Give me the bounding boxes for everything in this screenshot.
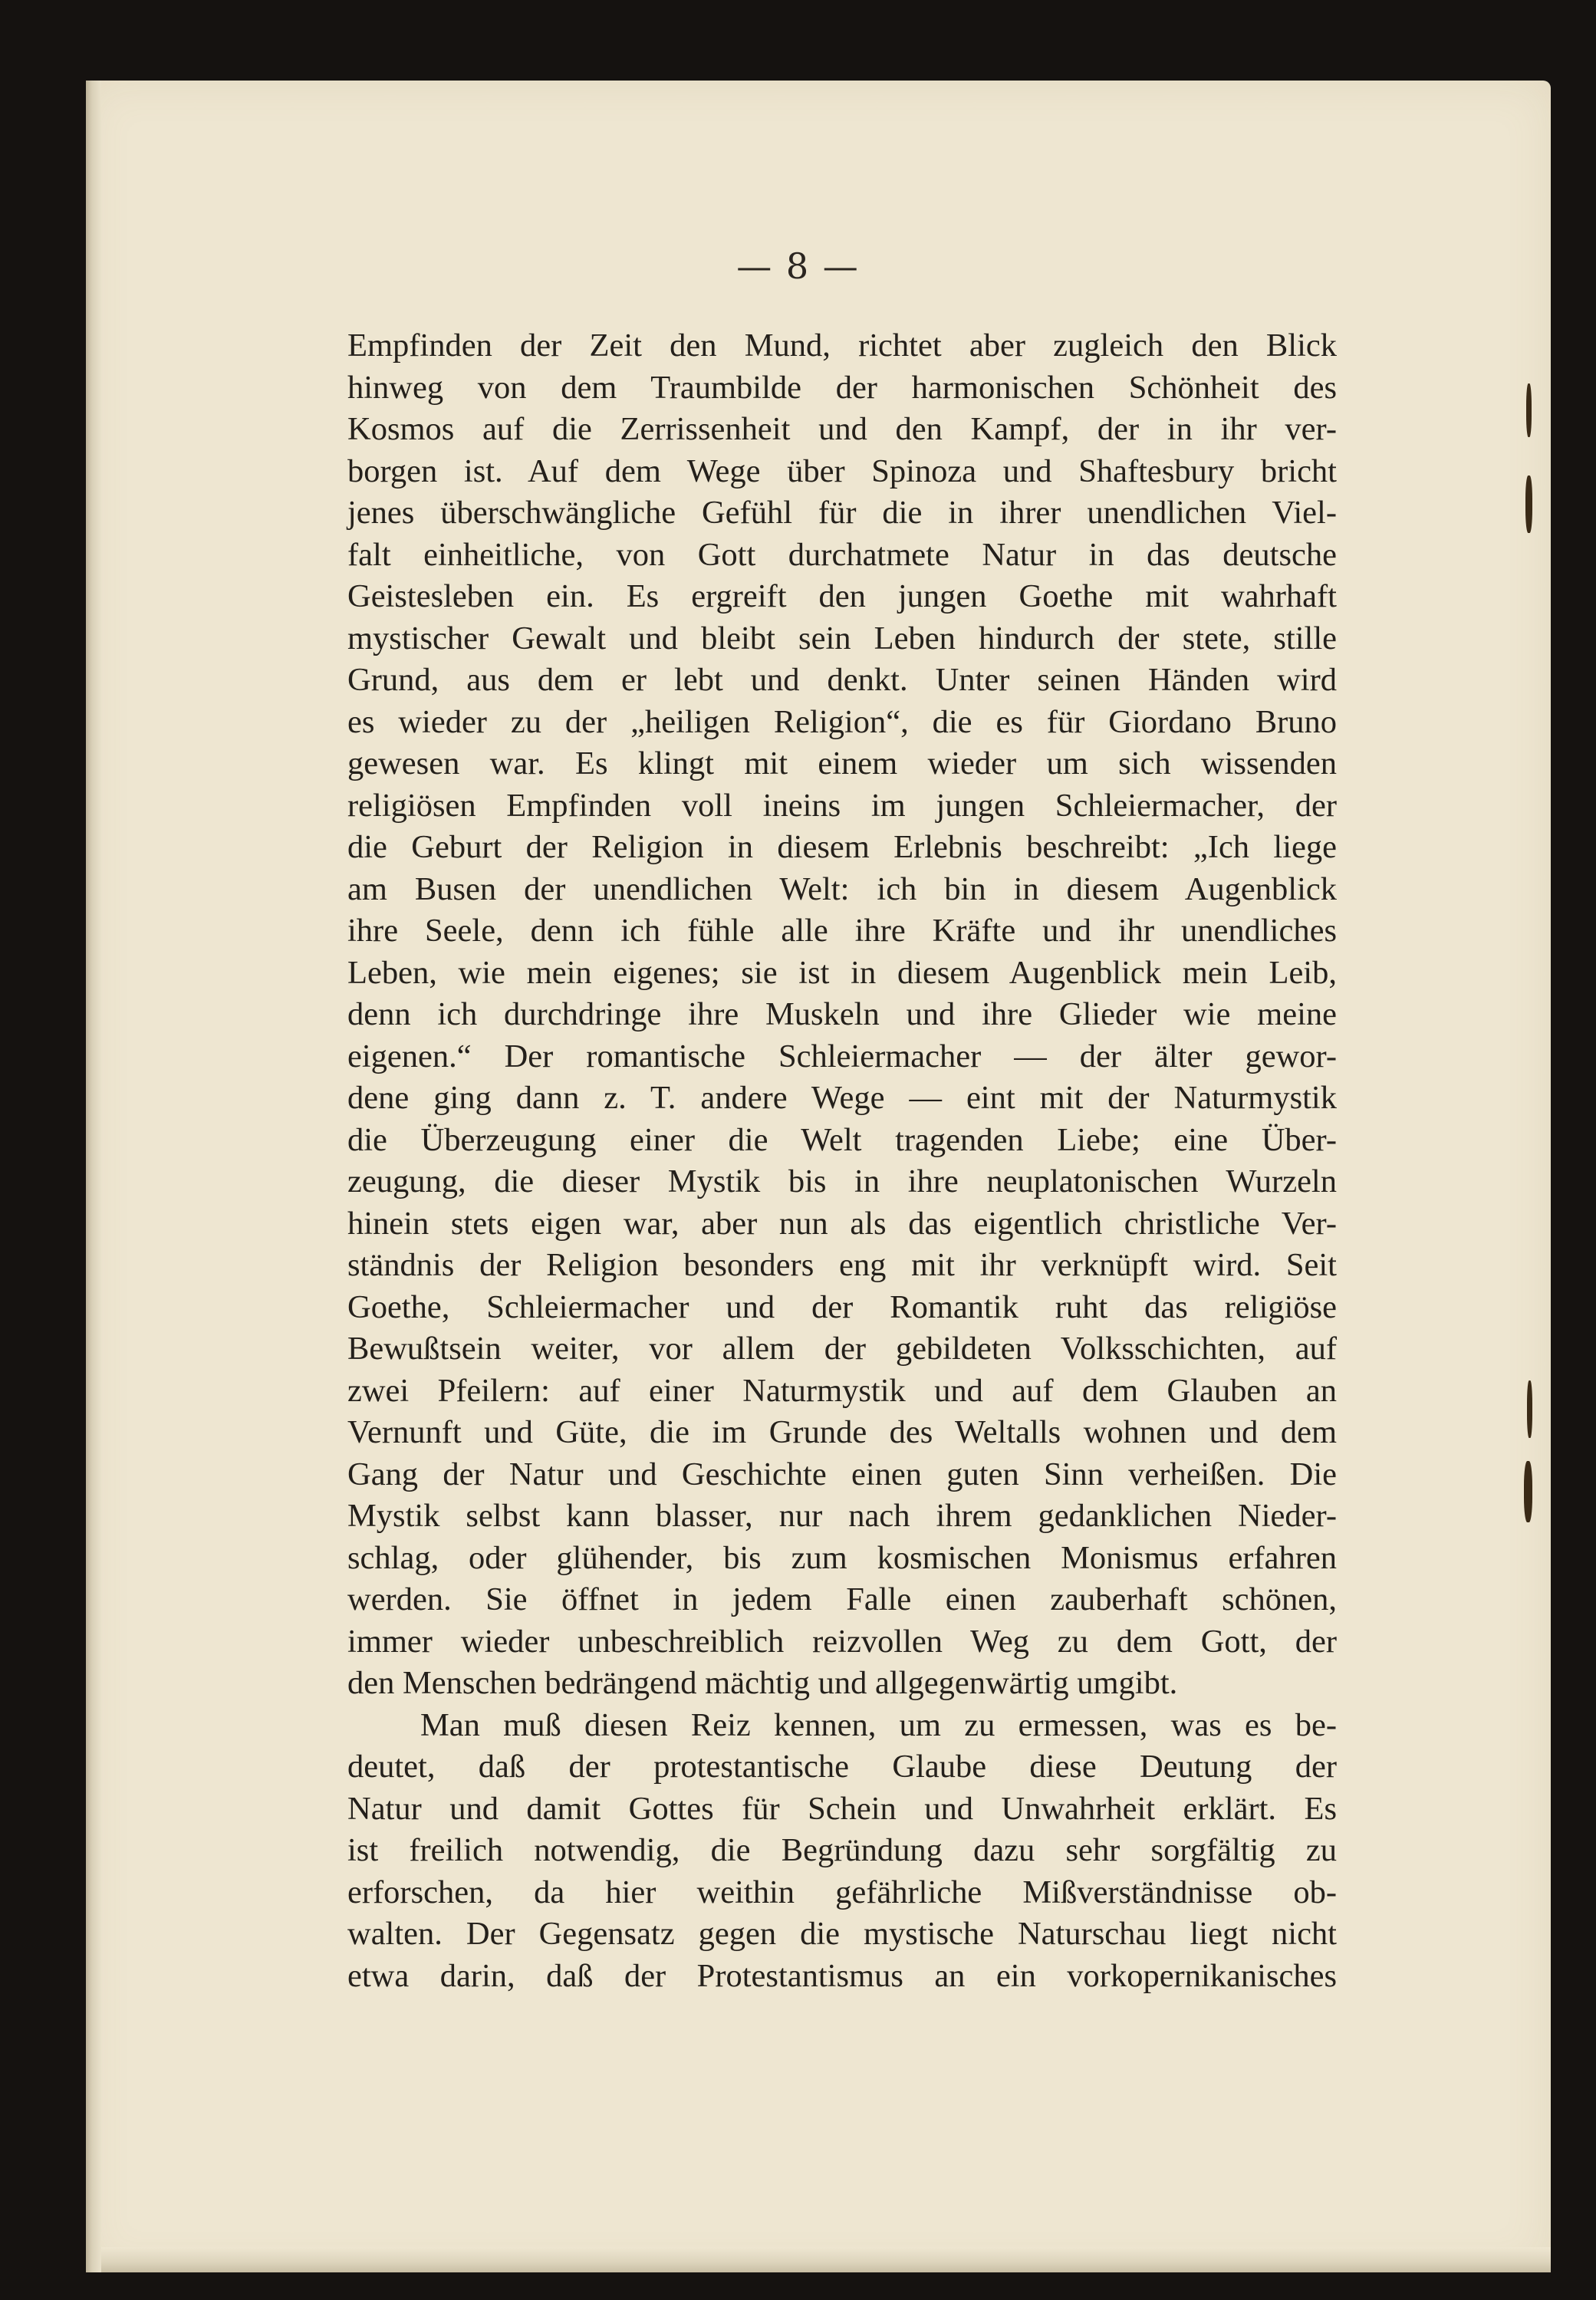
page-bottom-edge <box>101 2247 1551 2272</box>
text-line: borgen ist. Auf dem Wege über Spinoza und Shaftesbury bricht <box>347 452 1337 489</box>
text-line: religiösen Empfinden voll ineins im jungen Schleiermacher, der <box>347 787 1337 824</box>
text-line: Empfinden der Zeit den Mund, richtet aber zugleich den Blick <box>347 327 1337 364</box>
text-line: Mystik selbst kann blasser, nur nach ihrem gedanklichen Nieder- <box>347 1498 1337 1534</box>
text-line: die Geburt der Religion in diesem Erlebnis beschreibt: „Ich liege <box>347 829 1337 865</box>
text-line: ist freilich notwendig, die Begründung dazu sehr sorgfältig zu <box>347 1832 1337 1868</box>
text-line: zwei Pfeilern: auf einer Naturmystik und auf dem Glauben an <box>347 1372 1337 1409</box>
text-line: die Überzeugung einer die Welt tragenden Liebe; eine Über- <box>347 1121 1337 1158</box>
text-line: Kosmos auf die Zerrissenheit und den Kampf, der in ihr ver- <box>347 411 1337 447</box>
text-line: Geistesleben ein. Es ergreift den jungen Goethe mit wahrhaft <box>347 578 1337 614</box>
margin-mark <box>1527 1380 1532 1438</box>
margin-mark <box>1525 475 1532 533</box>
text-line: etwa darin, daß der Protestantismus an ein vorkopernikanisches <box>347 1957 1337 1994</box>
margin-mark <box>1524 1461 1532 1522</box>
text-line: zeugung, die dieser Mystik bis in ihre neuplatonischen Wurzeln <box>347 1163 1337 1199</box>
text-line: deutet, daß der protestantische Glaube diese Deutung der <box>347 1749 1337 1785</box>
page-number: — 8 — <box>736 245 860 287</box>
text-line: denn ich durchdringe ihre Muskeln und ihre Glieder wie meine <box>347 996 1337 1032</box>
text-line: jenes überschwängliche Gefühl für die in ihrer unendlichen Viel- <box>347 495 1337 531</box>
text-line: falt einheitliche, von Gott durchatmete Natur in das deutsche <box>347 536 1337 573</box>
text-line: Gang der Natur und Geschichte einen guten Sinn verheißen. Die <box>347 1456 1337 1492</box>
text-line: gewesen war. Es klingt mit einem wieder um sich wissenden <box>347 745 1337 781</box>
text-line: Natur und damit Gottes für Schein und Unwahrheit erklärt. Es <box>347 1790 1337 1827</box>
text-line: es wieder zu der „heiligen Religion“, die es für Giordano Bruno <box>347 703 1337 740</box>
text-line: am Busen der unendlichen Welt: ich bin in diesem Augenblick <box>347 870 1337 907</box>
text-line: erforschen, da hier weithin gefährliche Mißverständnisse ob- <box>347 1874 1337 1910</box>
text-line: dene ging dann z. T. andere Wege — eint mit der Naturmystik <box>347 1080 1337 1116</box>
text-line: Vernunft und Güte, die im Grunde des Weltalls wohnen und dem <box>347 1414 1337 1450</box>
text-line: Leben, wie mein eigenes; sie ist in diesem Augenblick mein Leib, <box>347 954 1337 991</box>
text-line: werden. Sie öffnet in jedem Falle einen zauberhaft schönen, <box>347 1581 1337 1617</box>
body-text <box>347 325 1337 1997</box>
text-line: hinweg von dem Traumbilde der harmonischen Schönheit des <box>347 369 1337 406</box>
margin-mark <box>1526 383 1532 437</box>
text-line: hinein stets eigen war, aber nun als das eigentlich christliche Ver- <box>347 1205 1337 1242</box>
text-line: ständnis der Religion besonders eng mit ihr verknüpft wird. Seit <box>347 1247 1337 1283</box>
page-stack-edge <box>86 81 101 2272</box>
text-line: Man muß diesen Reiz kennen, um zu ermessen, was es be- <box>420 1706 1337 1743</box>
text-line: Grund, aus dem er lebt und denkt. Unter seinen Händen wird <box>347 662 1337 698</box>
text-line: eigenen.“ Der romantische Schleiermacher — der älter gewor- <box>347 1038 1337 1074</box>
text-line: Bewußtsein weiter, vor allem der gebildeten Volksschichten, auf <box>347 1331 1337 1367</box>
text-line: Goethe, Schleiermacher und der Romantik ruht das religiöse <box>347 1288 1337 1325</box>
text-line: walten. Der Gegensatz gegen die mystische Naturschau liegt nicht <box>347 1916 1337 1952</box>
text-line: schlag, oder glühender, bis zum kosmischen Monismus erfahren <box>347 1539 1337 1576</box>
text-line: mystischer Gewalt und bleibt sein Leben hindurch der stete, stille <box>347 620 1337 656</box>
text-line: den Menschen bedrängend mächtig und allgegenwärtig umgibt. <box>347 1665 1178 1701</box>
text-line: ihre Seele, denn ich fühle alle ihre Kräfte und ihr unendliches <box>347 913 1337 949</box>
text-line: immer wieder unbeschreiblich reizvollen Weg zu dem Gott, der <box>347 1623 1337 1660</box>
